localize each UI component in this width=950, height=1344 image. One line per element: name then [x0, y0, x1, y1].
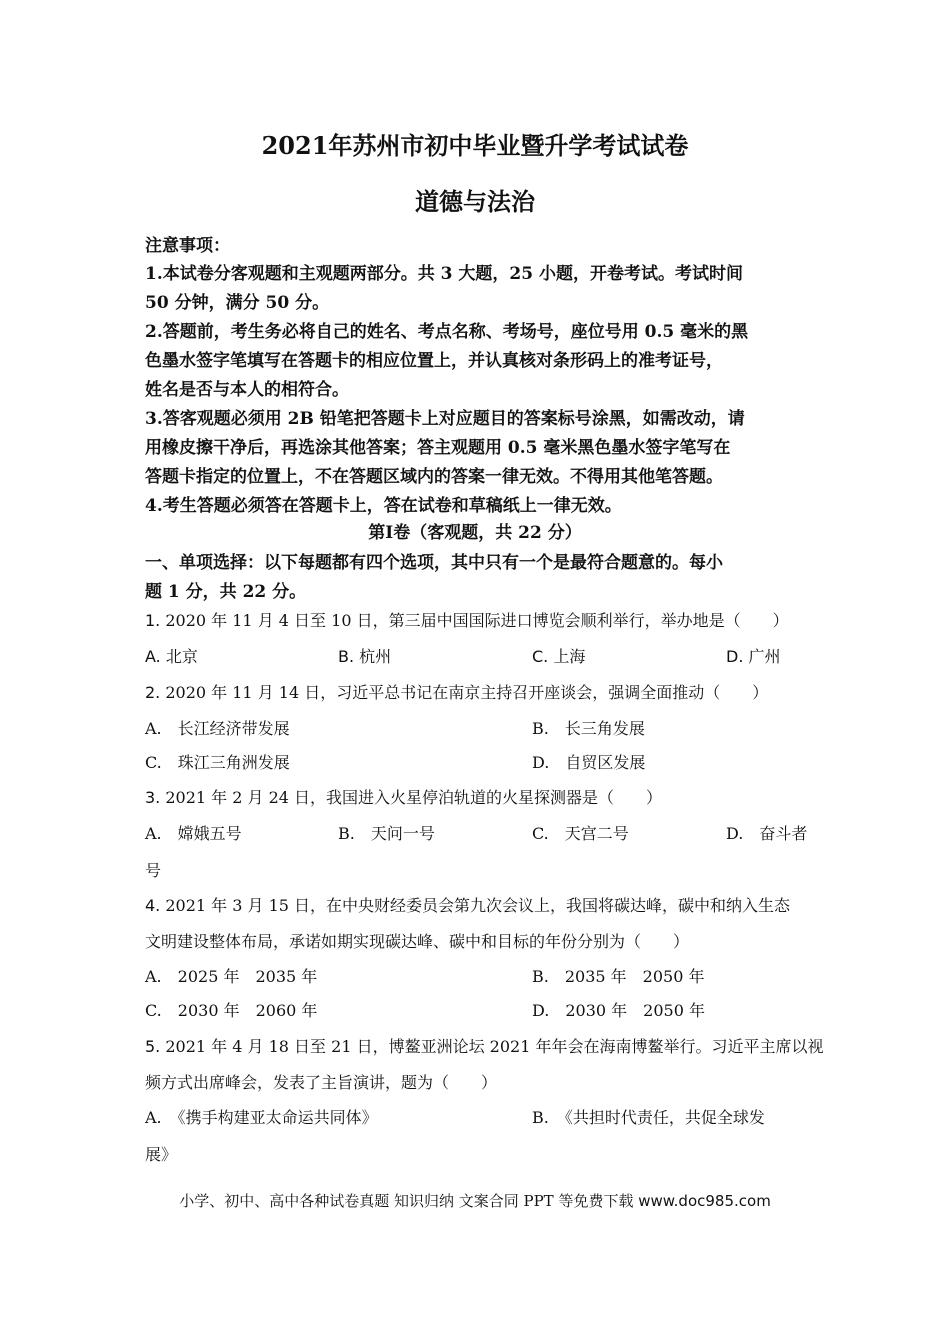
option-b: B. 《共担时代责任，共促全球发 — [532, 1108, 765, 1127]
option-c: C. 上海 — [532, 647, 586, 666]
notice-line: 2.答题前，考生务必将自己的姓名、考点名称、考场号，座位号用 0.5 毫米的黑 — [145, 322, 749, 342]
section1-instructions: 题 1 分，共 22 分。 — [145, 582, 307, 602]
option-a: A. 嫦娥五号 — [145, 824, 242, 843]
notice-line: 答题卡指定的位置上，不在答题区域内的答案一律无效。不得用其他笔答题。 — [145, 467, 723, 487]
option-b: B. 2035 年 2050 年 — [532, 967, 705, 986]
question-text: 2020 年 11 月 14 日，习近平总书记在南京主持召开座谈会，强调全面推动（ ） — [165, 683, 769, 702]
option-b: B. 长三角发展 — [532, 719, 645, 738]
footer-link[interactable]: www.doc985.com — [638, 1192, 771, 1210]
option-wrap: 号 — [145, 861, 162, 880]
notice-line: 用橡皮擦干净后，再选涂其他答案；答主观题用 0.5 毫米黑色墨水签字笔写在 — [145, 438, 731, 458]
question-text: 2021 年 4 月 18 日至 21 日，博鳌亚洲论坛 2021 年年会在海南博鳌举行。习近平主席以视 — [165, 1037, 824, 1056]
option-c: C. 2030 年 2060 年 — [145, 1001, 318, 1020]
question-number: 1. — [145, 611, 161, 630]
subject-title: 道德与法治 — [415, 187, 535, 216]
question-text-cont: 文明建设整体布局，承诺如期实现碳达峰、碳中和目标的年份分别为（ ） — [145, 932, 690, 951]
notice-line: 50 分钟，满分 50 分。 — [145, 293, 330, 313]
option-b: B. 杭州 — [338, 647, 392, 666]
notice-heading: 注意事项： — [145, 236, 230, 256]
question-number: 2. — [145, 683, 161, 702]
option-a: A. 长江经济带发展 — [145, 719, 290, 738]
footer-text: 小学、初中、高中各种试卷真题 知识归纳 文案合同 PPT 等免费下载 — [179, 1192, 634, 1210]
option-wrap: 展》 — [145, 1145, 178, 1164]
option-c: C. 天宫二号 — [532, 824, 629, 843]
question-text: 2021 年 3 月 15 日，在中央财经委员会第九次会议上，我国将碳达峰，碳中和纳入生态 — [165, 896, 791, 915]
question-text: 2021 年 2 月 24 日，我国进入火星停泊轨道的火星探测器是（ ） — [165, 788, 663, 807]
option-d: D. 奋斗者 — [726, 824, 808, 843]
option-d: D. 2030 年 2050 年 — [532, 1001, 705, 1020]
question-3 — [145, 785, 662, 808]
option-c: C. 珠江三角洲发展 — [145, 753, 290, 772]
notice-line: 4.考生答题必须答在答题卡上，答在试卷和草稿纸上一律无效。 — [145, 496, 622, 516]
question-2 — [145, 680, 768, 703]
exam-title: 2021年苏州市初中毕业暨升学考试试卷 — [261, 131, 689, 160]
question-number: 3. — [145, 788, 161, 807]
question-number: 4. — [145, 896, 161, 915]
option-b: B. 天问一号 — [338, 824, 435, 843]
question-5 — [145, 1034, 823, 1057]
option-a: A. 2025 年 2035 年 — [145, 967, 318, 986]
option-a: A. 《携手构建亚太命运共同体》 — [145, 1108, 378, 1127]
notice-line: 1.本试卷分客观题和主观题两部分。共 3 大题，25 小题，开卷考试。考试时间 — [145, 264, 743, 284]
notice-line: 3.答客观题必须用 2B 铅笔把答题卡上对应题目的答案标号涂黑，如需改动，请 — [145, 409, 745, 429]
option-d: D. 自贸区发展 — [532, 753, 646, 772]
notice-line: 色墨水签字笔填写在答题卡的相应位置上，并认真核对条形码上的准考证号， — [145, 351, 723, 371]
notice-line: 姓名是否与本人的相符合。 — [145, 380, 349, 400]
question-number: 5. — [145, 1037, 161, 1056]
section1-instructions: 一、单项选择：以下每题都有四个选项，其中只有一个是最符合题意的。每小 — [145, 553, 723, 573]
question-text-cont: 频方式出席峰会，发表了主旨演讲，题为（ ） — [145, 1073, 498, 1092]
option-a: A. 北京 — [145, 647, 198, 666]
part1-heading: 第Ⅰ卷（客观题，共 22 分） — [368, 523, 582, 543]
footer — [0, 1190, 950, 1211]
question-text: 2020 年 11 月 4 日至 10 日，第三届中国国际进口博览会顺利举行，举办地是（ ） — [165, 611, 789, 630]
question-4 — [145, 893, 790, 916]
question-1 — [145, 608, 789, 631]
option-d: D. 广州 — [726, 647, 781, 666]
